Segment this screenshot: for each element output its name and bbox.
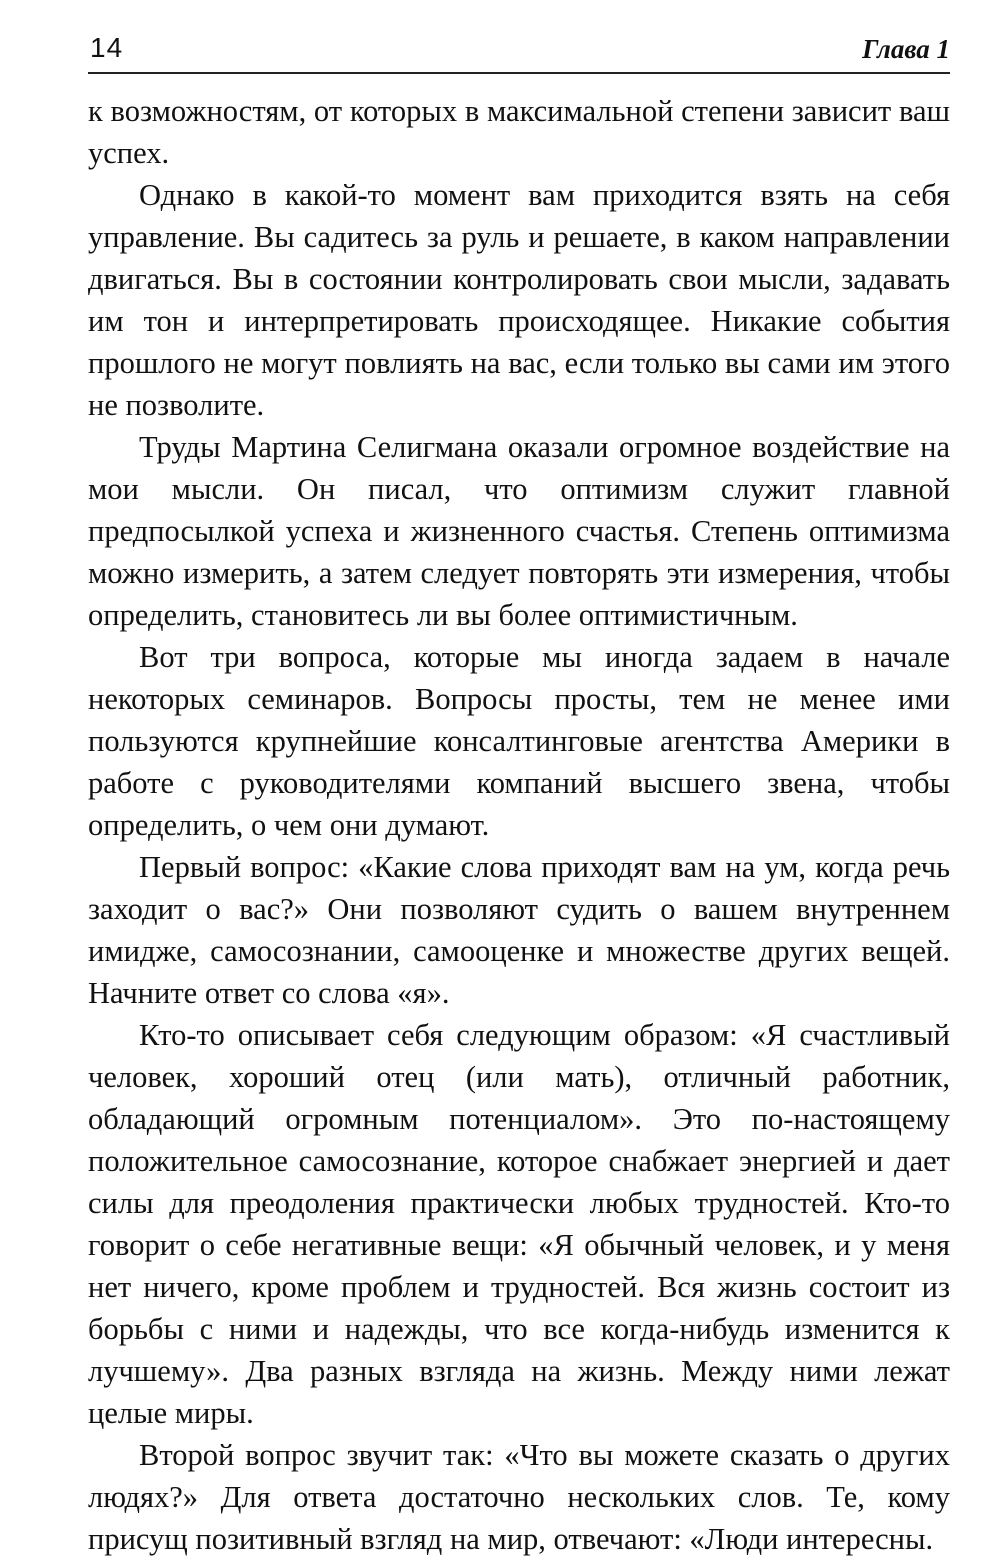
body-text [88,90,950,1560]
paragraph: Первый вопрос: «Какие слова приходят вам на ум, когда речь заходит о вас?» Они позволяют судить о вашем внутреннем имидже, самосознании, самооценке и множестве других вещей. Начните ответ со слова «я». [88,850,950,1010]
paragraph-continued: к возможностям, от которых в максимальной степени зависит ваш успех. [88,94,950,170]
paragraph: Второй вопрос звучит так: «Что вы можете сказать о других людях?» Для ответа достаточно нескольких слов. Те, кому присущ позитивный взгляд на мир, отвечают: «Люди интересны. [88,1438,950,1556]
page-number: 14 [90,32,124,63]
book-page [88,28,950,1560]
running-header [88,28,950,74]
paragraph: Однако в какой-то момент вам приходится взять на себя управление. Вы садитесь за руль и решаете, в каком направлении двигаться. Вы в состоянии контролировать свои мысли, задавать им тон и интерпретировать происходящее. Никакие события прошлого не могут повлиять на вас, если только вы сами им этого не позволите. [88,178,950,422]
paragraph: Труды Мартина Селигмана оказали огромное воздействие на мои мысли. Он писал, что оптимизм служит главной предпосылкой успеха и жизненного счастья. Степень оптимизма можно измерить, а затем следует повторять эти измерения, чтобы определить, становитесь ли вы более оптимистичным. [88,430,950,632]
chapter-title: Глава 1 [862,34,950,64]
paragraph: Вот три вопроса, которые мы иногда задаем в начале некоторых семинаров. Вопросы просты, тем не менее ими пользуются крупнейшие консалтинговые агентства Америки в работе с руководителями компаний высшего звена, чтобы определить, о чем они думают. [88,640,950,842]
paragraph: Кто-то описывает себя следующим образом: «Я счастливый человек, хороший отец (или мать), отличный работник, обладающий огромным потенциалом». Это по-настоящему положительное самосознание, которое снабжает энергией и дает силы для преодоления практически любых трудностей. Кто-то говорит о себе негативные вещи: «Я обычный человек, и у меня нет ничего, кроме проблем и трудностей. Вся жизнь состоит из борьбы с ними и надежды, что все когда-нибудь изменится к лучшему». Два разных взгляда на жизнь. Между ними лежат целые миры. [88,1018,950,1430]
